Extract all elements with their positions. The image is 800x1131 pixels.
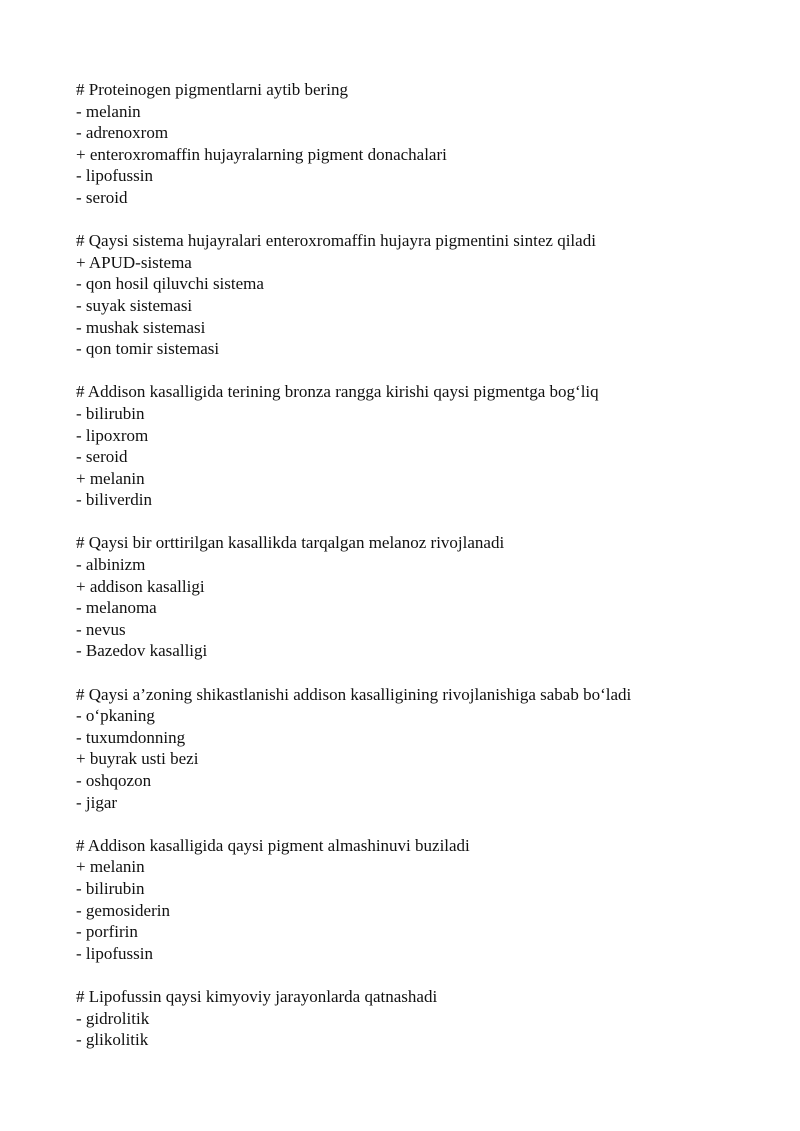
answer-option: - gemosiderin: [76, 900, 170, 920]
answer-option-correct: + melanin: [76, 468, 145, 488]
answer-option-correct: + addison kasalligi: [76, 576, 205, 596]
question-block-6: [76, 835, 776, 965]
answer-option: - lipofussin: [76, 166, 153, 186]
answer-option: - nevus: [76, 619, 126, 639]
document-page: [76, 79, 776, 1072]
answer-option: - biliverdin: [76, 490, 153, 510]
question-block-7: [76, 986, 776, 1051]
question-text: # Addison kasalligida terining bronza rangga kirishi qaysi pigmentga bog‘liq: [76, 382, 599, 402]
answer-option: - suyak sistemasi: [76, 295, 193, 315]
answer-option: - gidrolitik: [76, 1008, 150, 1028]
question-block-4: [76, 532, 776, 662]
answer-option: - jigar: [76, 792, 118, 812]
answer-option-correct: + APUD-sistema: [76, 252, 192, 272]
question-text: # Qaysi a’zoning shikastlanishi addison kasalligining rivojlanishiga sabab bo‘ladi: [76, 684, 632, 704]
answer-option: - o‘pkaning: [76, 706, 155, 726]
answer-option: - glikolitik: [76, 1030, 149, 1050]
question-block-5: [76, 684, 776, 814]
answer-option: - albinizm: [76, 555, 146, 575]
answer-option-correct: + melanin: [76, 857, 145, 877]
answer-option: - lipoxrom: [76, 425, 149, 445]
question-text: # Qaysi sistema hujayralari enteroxromaffin hujayra pigmentini sintez qiladi: [76, 231, 596, 251]
answer-option: - oshqozon: [76, 771, 152, 790]
question-text: # Lipofussin qaysi kimyoviy jarayonlarda qatnashadi: [76, 986, 438, 1006]
answer-option: - qon hosil qiluvchi sistema: [76, 274, 264, 294]
question-text: # Proteinogen pigmentlarni aytib bering: [76, 80, 348, 99]
answer-option: - tuxumdonning: [76, 727, 186, 747]
answer-option: - qon tomir sistemasi: [76, 339, 220, 359]
answer-option: - melanin: [76, 101, 141, 121]
answer-option: - lipofussin: [76, 943, 153, 963]
answer-option-correct: + enteroxromaffin hujayralarning pigment donachalari: [76, 144, 447, 164]
answer-option: - Bazedov kasalligi: [76, 641, 208, 661]
answer-option: - adrenoxrom: [76, 123, 169, 143]
answer-option: - porfirin: [76, 922, 138, 942]
question-block-1: [76, 79, 776, 209]
question-block-3: [76, 381, 776, 511]
answer-option: - seroid: [76, 187, 128, 207]
answer-option: - seroid: [76, 447, 128, 467]
answer-option-correct: + buyrak usti bezi: [76, 749, 199, 769]
answer-option: - bilirubin: [76, 403, 145, 423]
answer-option: - bilirubin: [76, 878, 145, 898]
answer-option: - mushak sistemasi: [76, 317, 206, 337]
answer-option: - melanoma: [76, 598, 157, 618]
question-block-2: [76, 230, 776, 360]
question-text: # Addison kasalligida qaysi pigment almashinuvi buziladi: [76, 835, 470, 855]
question-text: # Qaysi bir orttirilgan kasallikda tarqalgan melanoz rivojlanadi: [76, 533, 505, 553]
